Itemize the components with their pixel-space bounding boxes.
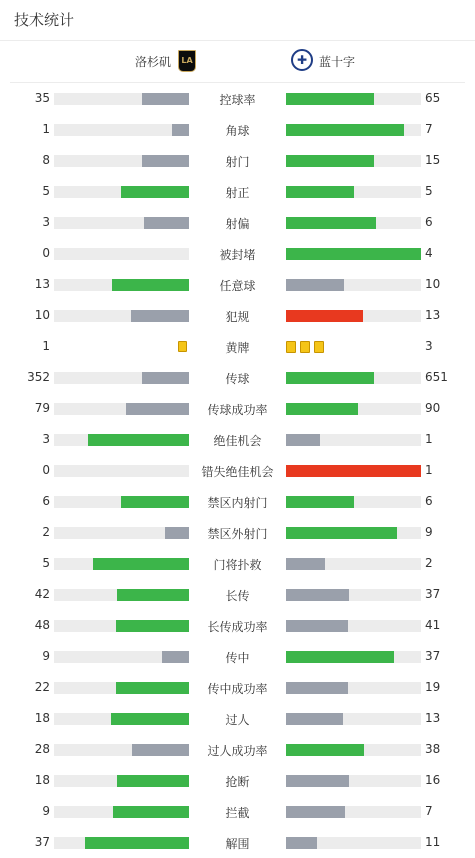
away-stat-bar xyxy=(286,713,421,725)
stat-label: 门将扑救 xyxy=(213,558,262,572)
away-stat-bar xyxy=(286,372,421,384)
home-stat-value: 35 xyxy=(34,91,50,105)
stat-row xyxy=(0,548,475,579)
away-stat-bar-fill xyxy=(286,465,421,477)
home-stat-bar-fill xyxy=(117,775,189,787)
stat-label: 犯规 xyxy=(225,310,250,324)
away-stat-bar xyxy=(286,837,421,849)
home-stat-value: 42 xyxy=(34,587,50,601)
stat-label: 任意球 xyxy=(219,279,256,293)
away-stat-bar-fill xyxy=(286,651,394,663)
stat-label: 长传成功率 xyxy=(207,620,268,634)
stat-label: 抢断 xyxy=(225,775,250,789)
away-stat-value: 38 xyxy=(425,742,441,756)
home-stat-bar xyxy=(54,558,189,570)
stats-list xyxy=(0,83,475,858)
stat-label: 射正 xyxy=(225,186,250,200)
yellow-card-icon xyxy=(314,341,324,353)
home-stat-value: 18 xyxy=(34,711,50,725)
away-stat-bar-fill xyxy=(286,589,349,601)
away-stat-bar-fill xyxy=(286,155,374,167)
away-stat-bar-fill xyxy=(286,713,343,725)
away-stat-bar-fill xyxy=(286,279,344,291)
stat-row xyxy=(0,579,475,610)
home-stat-value: 10 xyxy=(34,308,50,322)
away-stat-bar xyxy=(286,465,421,477)
yellow-card-icon xyxy=(178,341,187,352)
home-stat-bar xyxy=(54,403,189,415)
away-stat-bar-fill xyxy=(286,837,317,849)
home-stat-value: 5 xyxy=(42,556,50,570)
home-stat-bar-fill xyxy=(116,682,189,694)
stat-row xyxy=(0,83,475,114)
home-stat-bar xyxy=(54,434,189,446)
home-stat-bar xyxy=(54,682,189,694)
away-stat-bar xyxy=(286,217,421,229)
yellow-card-icon xyxy=(286,341,296,353)
away-stat-value: 41 xyxy=(425,618,441,632)
away-stat-value: 37 xyxy=(425,649,441,663)
away-stat-value: 2 xyxy=(425,556,433,570)
stat-label: 传中成功率 xyxy=(207,682,268,696)
away-stat-value: 6 xyxy=(425,215,433,229)
away-stat-value: 13 xyxy=(425,711,441,725)
home-stat-value: 18 xyxy=(34,773,50,787)
away-stat-value: 7 xyxy=(425,122,433,136)
lafc-crest-icon: LA xyxy=(178,50,196,72)
away-stat-bar xyxy=(286,775,421,787)
away-stat-value: 10 xyxy=(425,277,441,291)
home-stat-bar-fill xyxy=(132,744,189,756)
stat-label: 过人成功率 xyxy=(207,744,268,758)
stat-row xyxy=(0,486,475,517)
home-stat-bar xyxy=(54,496,189,508)
away-stat-bar-fill xyxy=(286,620,348,632)
away-team-name: 蓝十字 xyxy=(319,55,356,69)
home-stat-bar xyxy=(54,248,189,260)
home-stat-bar xyxy=(54,806,189,818)
stat-row xyxy=(0,362,475,393)
stat-label: 长传 xyxy=(225,589,250,603)
stat-row xyxy=(0,827,475,858)
home-stat-bar-fill xyxy=(112,279,189,291)
away-stat-bar xyxy=(286,806,421,818)
home-stat-bar-fill xyxy=(126,403,189,415)
away-stat-value: 11 xyxy=(425,835,441,849)
stat-label: 控球率 xyxy=(219,93,256,107)
stat-row xyxy=(0,300,475,331)
away-stat-value: 1 xyxy=(425,432,433,446)
stat-row xyxy=(0,424,475,455)
home-stat-value: 3 xyxy=(42,215,50,229)
home-stat-bar-fill xyxy=(113,806,189,818)
home-stat-value: 8 xyxy=(42,153,50,167)
home-team-name: 洛杉矶 xyxy=(135,55,172,69)
stat-row xyxy=(0,331,475,362)
away-stat-bar xyxy=(286,186,421,198)
home-stat-value: 2 xyxy=(42,525,50,539)
away-stat-bar xyxy=(286,589,421,601)
stat-row xyxy=(0,455,475,486)
home-stat-bar-fill xyxy=(85,837,189,849)
home-stat-bar xyxy=(54,279,189,291)
away-stat-bar-fill xyxy=(286,372,374,384)
away-stat-value: 16 xyxy=(425,773,441,787)
page-title: 技术统计 xyxy=(0,0,475,41)
away-stat-bar-fill xyxy=(286,186,354,198)
home-stat-value: 9 xyxy=(42,649,50,663)
home-stat-bar-fill xyxy=(111,713,189,725)
home-stat-value: 6 xyxy=(42,494,50,508)
away-stat-bar xyxy=(286,310,421,322)
away-stat-bar-fill xyxy=(286,496,354,508)
away-stat-value: 7 xyxy=(425,804,433,818)
stat-row xyxy=(0,641,475,672)
home-stat-value: 22 xyxy=(34,680,50,694)
stat-row xyxy=(0,765,475,796)
home-stat-bar xyxy=(54,744,189,756)
away-stat-bar-fill xyxy=(286,217,376,229)
stat-label: 禁区内射门 xyxy=(207,496,268,510)
stat-row xyxy=(0,703,475,734)
away-stat-bar xyxy=(286,496,421,508)
home-stat-value: 48 xyxy=(34,618,50,632)
away-stat-bar-fill xyxy=(286,527,397,539)
home-stat-value: 13 xyxy=(34,277,50,291)
stat-row xyxy=(0,269,475,300)
home-stat-bar-fill xyxy=(116,620,189,632)
stat-row xyxy=(0,114,475,145)
away-stat-value: 13 xyxy=(425,308,441,322)
away-stat-bar-fill xyxy=(286,558,325,570)
away-stat-value: 3 xyxy=(425,339,433,353)
home-stat-bar-fill xyxy=(131,310,189,322)
away-stat-bar xyxy=(286,248,421,260)
stat-row xyxy=(0,672,475,703)
cruz-azul-crest-icon: ✚ xyxy=(291,49,313,71)
away-stat-value: 37 xyxy=(425,587,441,601)
stat-label: 解围 xyxy=(225,837,250,851)
away-stat-bar xyxy=(286,124,421,136)
away-stat-bar-fill xyxy=(286,403,358,415)
away-stat-bar-fill xyxy=(286,93,374,105)
home-stat-value: 9 xyxy=(42,804,50,818)
away-yellow-cards xyxy=(286,341,324,353)
away-stat-bar-fill xyxy=(286,310,363,322)
home-stat-bar-fill xyxy=(165,527,189,539)
home-stat-bar xyxy=(54,186,189,198)
away-stat-bar-fill xyxy=(286,744,364,756)
stat-label: 错失绝佳机会 xyxy=(201,465,274,479)
home-stat-bar-fill xyxy=(142,93,189,105)
stat-label: 绝佳机会 xyxy=(213,434,262,448)
home-stat-bar-fill xyxy=(93,558,189,570)
home-stat-value: 79 xyxy=(34,401,50,415)
home-stat-bar xyxy=(54,93,189,105)
home-stat-value: 1 xyxy=(42,122,50,136)
away-stat-bar xyxy=(286,620,421,632)
away-stat-bar xyxy=(286,93,421,105)
home-stat-bar-fill xyxy=(142,372,189,384)
stat-label: 传球 xyxy=(225,372,250,386)
yellow-card-icon xyxy=(300,341,310,353)
home-stat-value: 1 xyxy=(42,339,50,353)
away-stat-value: 1 xyxy=(425,463,433,477)
stat-label: 射偏 xyxy=(225,217,250,231)
home-stat-value: 0 xyxy=(42,246,50,260)
away-stat-bar xyxy=(286,651,421,663)
away-stat-bar-fill xyxy=(286,775,349,787)
home-stat-bar xyxy=(54,651,189,663)
away-stat-bar-fill xyxy=(286,682,348,694)
away-stat-bar xyxy=(286,527,421,539)
away-stat-bar-fill xyxy=(286,248,421,260)
home-stat-bar xyxy=(54,124,189,136)
home-stat-bar xyxy=(54,837,189,849)
home-stat-bar xyxy=(54,620,189,632)
away-stat-bar-fill xyxy=(286,124,404,136)
home-stat-bar-fill xyxy=(142,155,189,167)
away-stat-value: 651 xyxy=(425,370,448,384)
away-stat-bar xyxy=(286,279,421,291)
away-stat-value: 15 xyxy=(425,153,441,167)
home-stat-bar-fill xyxy=(172,124,189,136)
stat-row xyxy=(0,207,475,238)
away-stat-value: 65 xyxy=(425,91,441,105)
home-stat-bar xyxy=(54,775,189,787)
home-stat-value: 3 xyxy=(42,432,50,446)
home-stat-value: 37 xyxy=(34,835,50,849)
away-stat-value: 5 xyxy=(425,184,433,198)
away-stat-bar xyxy=(286,155,421,167)
stat-row xyxy=(0,610,475,641)
away-stat-value: 9 xyxy=(425,525,433,539)
away-stat-bar xyxy=(286,558,421,570)
stat-label: 传球成功率 xyxy=(207,403,268,417)
stat-row xyxy=(0,517,475,548)
stat-row xyxy=(0,176,475,207)
home-stat-value: 5 xyxy=(42,184,50,198)
away-stat-value: 19 xyxy=(425,680,441,694)
home-stat-bar xyxy=(54,589,189,601)
away-stat-bar-fill xyxy=(286,806,345,818)
away-stat-bar xyxy=(286,403,421,415)
home-stat-bar-fill xyxy=(144,217,189,229)
home-stat-bar xyxy=(54,310,189,322)
stat-label: 过人 xyxy=(225,713,250,727)
home-stat-bar xyxy=(54,217,189,229)
home-stat-bar-fill xyxy=(117,589,189,601)
stat-label: 传中 xyxy=(225,651,250,665)
stat-label: 射门 xyxy=(225,155,250,169)
home-stat-bar-fill xyxy=(162,651,189,663)
home-stat-value: 0 xyxy=(42,463,50,477)
away-stat-bar xyxy=(286,744,421,756)
away-stat-value: 6 xyxy=(425,494,433,508)
stat-row xyxy=(0,393,475,424)
stat-row xyxy=(0,734,475,765)
home-stat-value: 28 xyxy=(34,742,50,756)
away-stat-value: 4 xyxy=(425,246,433,260)
home-stat-value: 352 xyxy=(27,370,50,384)
teams-header xyxy=(10,41,465,83)
home-stat-bar xyxy=(54,465,189,477)
stat-label: 禁区外射门 xyxy=(207,527,268,541)
home-stat-bar xyxy=(54,527,189,539)
away-stat-bar-fill xyxy=(286,434,320,446)
stat-label: 拦截 xyxy=(225,806,250,820)
home-stat-bar-fill xyxy=(121,496,189,508)
stat-label: 被封堵 xyxy=(219,248,256,262)
stat-row xyxy=(0,145,475,176)
stat-label: 角球 xyxy=(225,124,250,138)
stat-row xyxy=(0,796,475,827)
home-stat-bar xyxy=(54,713,189,725)
away-stat-bar xyxy=(286,682,421,694)
home-stat-bar-fill xyxy=(121,186,189,198)
home-stat-bar-fill xyxy=(88,434,189,446)
stat-row xyxy=(0,238,475,269)
home-stat-bar xyxy=(54,372,189,384)
away-stat-value: 90 xyxy=(425,401,441,415)
stat-label: 黄牌 xyxy=(225,341,250,355)
home-stat-bar xyxy=(54,155,189,167)
away-stat-bar xyxy=(286,434,421,446)
